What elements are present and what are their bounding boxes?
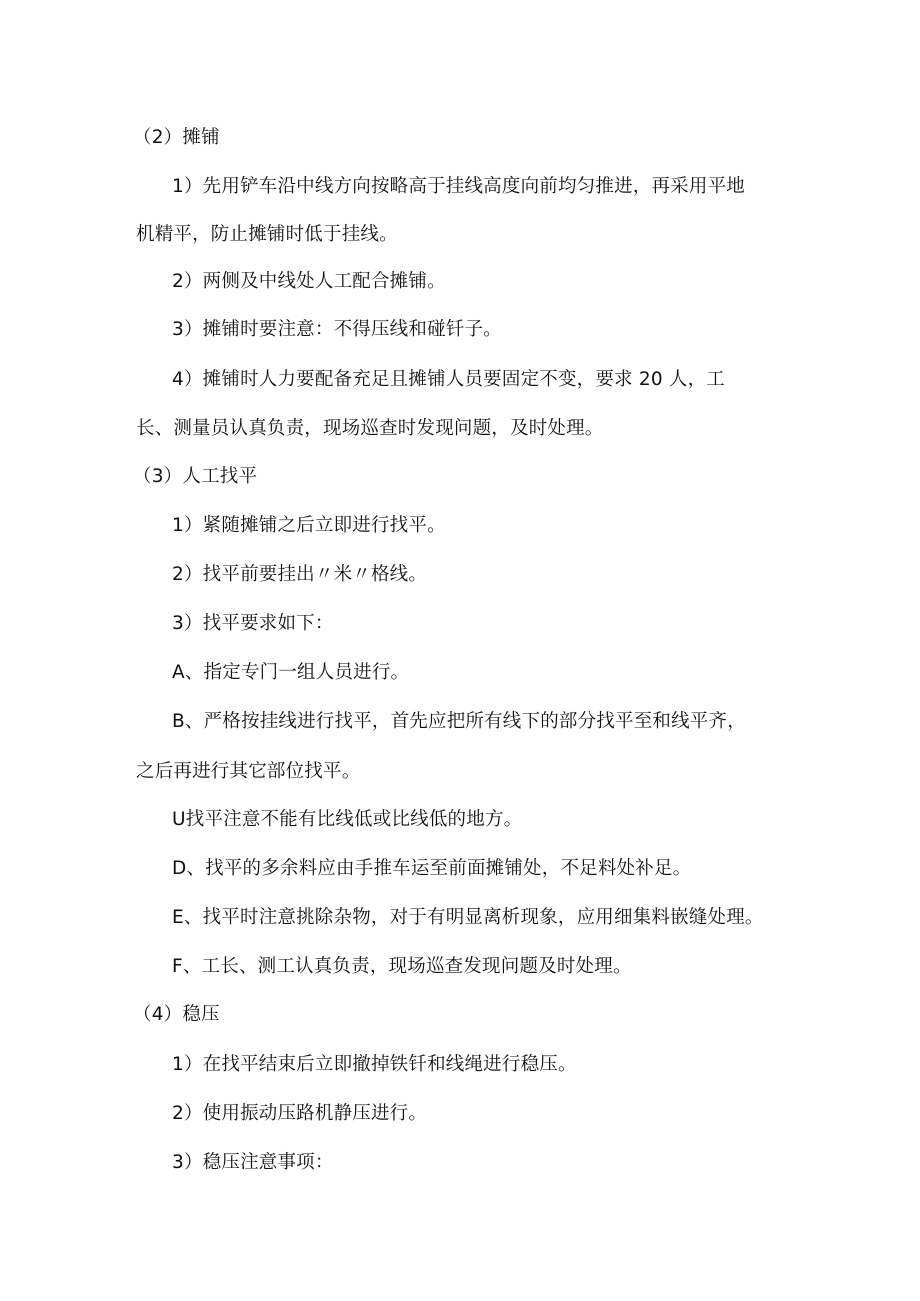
paragraph-line: 3）找平要求如下：	[172, 613, 334, 634]
paragraph-line: F、工长、测工认真负责，现场巡查发现问题及时处理。	[172, 956, 632, 977]
paragraph-line: 1）先用铲车沿中线方向按略高于挂线高度向前均匀推进，再采用平地	[172, 176, 745, 197]
paragraph-line: U找平注意不能有比线低或比线低的地方。	[172, 809, 523, 830]
paragraph-line: 2）找平前要挂出〃米〃格线。	[172, 564, 428, 585]
paragraph-line: 1）紧随摊铺之后立即进行找平。	[172, 515, 446, 536]
paragraph-line: 4）摊铺时人力要配备充足且摊铺人员要固定不变，要求 20 人，工	[172, 369, 725, 390]
section-heading-stabilizing: （4）稳压	[133, 1004, 220, 1025]
section-heading-spreading: （2）摊铺	[133, 127, 220, 148]
paragraph-line: 机精平，防止摊铺时低于挂线。	[136, 224, 398, 245]
paragraph-line: D、找平的多余料应由手推车运至前面摊铺处，不足料处补足。	[172, 858, 692, 879]
paragraph-line: 3）稳压注意事项：	[172, 1152, 334, 1173]
paragraph-line: E、找平时注意挑除杂物，对于有明显离析现象，应用细集料嵌缝处理。	[172, 907, 764, 928]
paragraph-line: 2）使用振动压路机静压进行。	[172, 1103, 428, 1124]
paragraph-line: 3）摊铺时要注意：不得压线和碰钎子。	[172, 319, 502, 340]
paragraph-line: 之后再进行其它部位找平。	[136, 761, 361, 782]
paragraph-line: 2）两侧及中线处人工配合摊铺。	[172, 271, 446, 292]
paragraph-line: A、指定专门一组人员进行。	[172, 662, 410, 683]
paragraph-line: B、严格按挂线进行找平，首先应把所有线下的部分找平至和线平齐，	[172, 711, 746, 732]
section-heading-manual-leveling: （3）人工找平	[133, 466, 258, 487]
paragraph-line: 长、测量员认真负责，现场巡查时发现问题，及时处理。	[136, 418, 604, 439]
paragraph-line: 1）在找平结束后立即撤掉铁钎和线绳进行稳压。	[172, 1054, 577, 1075]
